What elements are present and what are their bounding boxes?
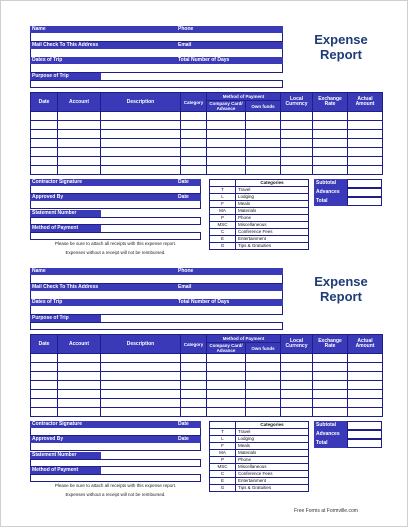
- expense-cell[interactable]: [181, 157, 207, 166]
- expense-cell[interactable]: [58, 157, 101, 166]
- category-name: Meals: [236, 201, 309, 208]
- name-label: Name: [30, 26, 176, 33]
- expense-cell[interactable]: [313, 166, 348, 175]
- category-row: [210, 436, 309, 443]
- category-name: Materials: [236, 450, 309, 457]
- categories-header: Categories: [236, 180, 309, 187]
- approved-date-label: Date: [176, 194, 201, 201]
- expense-cell[interactable]: [58, 354, 101, 363]
- expense-cell[interactable]: [207, 354, 246, 363]
- expense-cell[interactable]: [31, 139, 58, 148]
- expense-cell[interactable]: [207, 157, 246, 166]
- expense-cell[interactable]: [181, 166, 207, 175]
- total-days-label: Total Number of Days: [176, 57, 283, 64]
- expense-cell[interactable]: [181, 354, 207, 363]
- expense-cell[interactable]: [31, 408, 58, 417]
- advances-value-input[interactable]: [347, 430, 382, 439]
- expense-cell[interactable]: [246, 112, 281, 121]
- expense-cell[interactable]: [31, 112, 58, 121]
- category-code: G: [210, 485, 236, 492]
- col-account-header: Account: [58, 93, 101, 112]
- expense-cell[interactable]: [58, 363, 101, 372]
- expense-cell[interactable]: [58, 390, 101, 399]
- expense-row: [31, 166, 383, 175]
- subtotal-value-input[interactable]: [347, 179, 382, 188]
- expense-cell[interactable]: [348, 372, 383, 381]
- contractor-signature-label: Contractor Signature: [30, 179, 176, 186]
- categories-table: [209, 179, 309, 250]
- expense-cell[interactable]: [313, 121, 348, 130]
- category-code: T: [210, 187, 236, 194]
- dates-of-trip-label: Dates of Trip: [30, 57, 176, 64]
- col-local-currency-header: Local Currency: [281, 335, 313, 354]
- purpose-input[interactable]: [30, 80, 283, 88]
- expense-cell[interactable]: [348, 363, 383, 372]
- expense-cell[interactable]: [281, 381, 313, 390]
- expense-cell[interactable]: [207, 139, 246, 148]
- expense-table: [30, 92, 383, 175]
- category-row: [210, 215, 309, 222]
- expense-cell[interactable]: [348, 390, 383, 399]
- category-name: Tips & Gratuities: [236, 243, 309, 250]
- expense-row: [31, 139, 383, 148]
- expense-cell[interactable]: [207, 399, 246, 408]
- method-of-payment-label: Method of Payment: [30, 225, 101, 232]
- expense-cell[interactable]: [348, 354, 383, 363]
- expense-cell[interactable]: [246, 390, 281, 399]
- dates-of-trip-label: Dates of Trip: [30, 299, 176, 306]
- category-name: Phone: [236, 457, 309, 464]
- expense-cell[interactable]: [348, 121, 383, 130]
- statement-number-label: Statement Number: [30, 452, 101, 459]
- expense-cell[interactable]: [246, 121, 281, 130]
- expense-cell[interactable]: [31, 399, 58, 408]
- category-name: Meals: [236, 443, 309, 450]
- category-row: [210, 187, 309, 194]
- expense-cell[interactable]: [181, 390, 207, 399]
- categories-table: [209, 421, 309, 492]
- category-name: Conference Fees: [236, 229, 309, 236]
- expense-row: [31, 399, 383, 408]
- category-row: [210, 478, 309, 485]
- col-date-header: Date: [31, 335, 58, 354]
- col-actual-amount-header: Actual Amount: [348, 93, 383, 112]
- expense-cell[interactable]: [181, 363, 207, 372]
- category-code: C: [210, 471, 236, 478]
- col-own-funds-header: Own funds: [246, 101, 281, 112]
- expense-cell[interactable]: [281, 390, 313, 399]
- expense-cell[interactable]: [101, 148, 181, 157]
- receipt-note-line2: Expenses without a receipt will not be reimbursed.: [65, 250, 166, 255]
- expense-row: [31, 148, 383, 157]
- expense-cell[interactable]: [207, 408, 246, 417]
- expense-cell[interactable]: [207, 166, 246, 175]
- expense-cell[interactable]: [313, 372, 348, 381]
- name-label: Name: [30, 268, 176, 275]
- expense-cell[interactable]: [207, 363, 246, 372]
- category-code: E: [210, 478, 236, 485]
- expense-cell[interactable]: [313, 130, 348, 139]
- expense-cell[interactable]: [281, 408, 313, 417]
- expense-cell[interactable]: [246, 354, 281, 363]
- expense-row: [31, 408, 383, 417]
- col-exchange-rate-header: Exchange Rate: [313, 93, 348, 112]
- col-company-card-header: Company Card/ Advance: [207, 101, 246, 112]
- category-name: Miscellaneous: [236, 464, 309, 471]
- expense-cell[interactable]: [281, 148, 313, 157]
- expense-cell[interactable]: [281, 363, 313, 372]
- col-own-funds-header: Own funds: [246, 343, 281, 354]
- name-phone-input[interactable]: [30, 275, 283, 284]
- expense-cell[interactable]: [348, 130, 383, 139]
- col-date-header: Date: [31, 93, 58, 112]
- expense-cell[interactable]: [58, 372, 101, 381]
- category-code: G: [210, 243, 236, 250]
- category-row: [210, 194, 309, 201]
- advances-value-input[interactable]: [347, 188, 382, 197]
- category-name: Tips & Gratuities: [236, 485, 309, 492]
- col-description-header: Description: [101, 335, 181, 354]
- expense-cell[interactable]: [313, 354, 348, 363]
- category-code: E: [210, 236, 236, 243]
- category-row: [210, 485, 309, 492]
- expense-row: [31, 112, 383, 121]
- expense-cell[interactable]: [246, 130, 281, 139]
- expense-cell[interactable]: [348, 139, 383, 148]
- expense-cell[interactable]: [207, 372, 246, 381]
- expense-row: [31, 372, 383, 381]
- col-company-card-header: Company Card/ Advance: [207, 343, 246, 354]
- dates-days-input[interactable]: [30, 306, 283, 315]
- report-title-line2: Report: [320, 289, 362, 304]
- advances-label: Advances: [314, 430, 347, 439]
- expense-table: [30, 334, 383, 417]
- expense-cell[interactable]: [31, 130, 58, 139]
- expense-cell[interactable]: [348, 166, 383, 175]
- email-label: Email: [176, 284, 283, 291]
- category-code: P: [210, 457, 236, 464]
- col-category-header: Category: [181, 93, 207, 112]
- statement-number-input[interactable]: [30, 459, 201, 467]
- expense-cell[interactable]: [281, 121, 313, 130]
- expense-cell[interactable]: [181, 121, 207, 130]
- dates-days-input[interactable]: [30, 64, 283, 73]
- footer-credit: Free Forms at Formville.com: [294, 508, 358, 514]
- purpose-label: Purpose of Trip: [30, 315, 101, 322]
- expense-cell[interactable]: [31, 381, 58, 390]
- category-row: [210, 471, 309, 478]
- report-title-line1: Expense: [314, 32, 368, 47]
- category-name: Miscellaneous: [236, 222, 309, 229]
- expense-cell[interactable]: [58, 408, 101, 417]
- category-row: [210, 229, 309, 236]
- expense-cell[interactable]: [181, 399, 207, 408]
- expense-cell[interactable]: [313, 408, 348, 417]
- expense-cell[interactable]: [101, 354, 181, 363]
- expense-cell[interactable]: [281, 399, 313, 408]
- phone-label: Phone: [176, 268, 283, 275]
- categories-header: Categories: [236, 422, 309, 429]
- expense-cell[interactable]: [31, 372, 58, 381]
- category-row: [210, 208, 309, 215]
- expense-cell[interactable]: [181, 139, 207, 148]
- col-description-header: Description: [101, 93, 181, 112]
- expense-cell[interactable]: [207, 121, 246, 130]
- receipt-note-line2: Expenses without a receipt will not be reimbursed.: [65, 492, 166, 497]
- expense-cell[interactable]: [31, 157, 58, 166]
- category-name: Entertainment: [236, 236, 309, 243]
- expense-cell[interactable]: [207, 381, 246, 390]
- subtotal-value-input[interactable]: [347, 421, 382, 430]
- expense-cell[interactable]: [58, 130, 101, 139]
- expense-cell[interactable]: [281, 157, 313, 166]
- category-code: MA: [210, 450, 236, 457]
- advances-label: Advances: [314, 188, 347, 197]
- expense-cell[interactable]: [246, 166, 281, 175]
- category-row: [210, 464, 309, 471]
- category-name: Materials: [236, 208, 309, 215]
- subtotal-label: Subtotal: [314, 179, 347, 188]
- expense-cell[interactable]: [31, 354, 58, 363]
- total-label: Total: [314, 439, 347, 448]
- purpose-input[interactable]: [30, 322, 283, 330]
- col-actual-amount-header: Actual Amount: [348, 335, 383, 354]
- expense-cell[interactable]: [281, 130, 313, 139]
- expense-row: [31, 121, 383, 130]
- expense-cell[interactable]: [31, 166, 58, 175]
- categories-code-header: [210, 422, 236, 429]
- category-code: C: [210, 229, 236, 236]
- total-value-input[interactable]: [347, 439, 382, 448]
- contractor-signature-input[interactable]: [30, 186, 201, 194]
- col-method-header: Method of Payment: [207, 93, 281, 101]
- statement-number-input[interactable]: [30, 217, 201, 225]
- approved-by-input[interactable]: [30, 201, 201, 209]
- expense-cell[interactable]: [207, 130, 246, 139]
- expense-cell[interactable]: [31, 390, 58, 399]
- method-of-payment-input[interactable]: [30, 232, 201, 240]
- approved-date-label: Date: [176, 436, 201, 443]
- expense-cell[interactable]: [58, 121, 101, 130]
- category-row: [210, 450, 309, 457]
- col-category-header: Category: [181, 335, 207, 354]
- receipt-note-line1: Please be sure to attach all receipts with this expense report.: [54, 241, 177, 246]
- expense-cell[interactable]: [31, 121, 58, 130]
- expense-row: [31, 390, 383, 399]
- signature-date-label: Date: [176, 421, 201, 428]
- expense-cell[interactable]: [246, 381, 281, 390]
- col-method-header: Method of Payment: [207, 335, 281, 343]
- expense-cell[interactable]: [313, 139, 348, 148]
- total-value-input[interactable]: [347, 197, 382, 206]
- expense-cell[interactable]: [348, 112, 383, 121]
- approved-by-input[interactable]: [30, 443, 201, 451]
- expense-cell[interactable]: [281, 166, 313, 175]
- subtotal-label: Subtotal: [314, 421, 347, 430]
- expense-row: [31, 381, 383, 390]
- approved-by-label: Approved By: [30, 194, 176, 201]
- expense-cell[interactable]: [181, 148, 207, 157]
- report-title-line1: Expense: [314, 274, 368, 289]
- category-row: [210, 429, 309, 436]
- expense-cell[interactable]: [281, 139, 313, 148]
- expense-cell[interactable]: [207, 112, 246, 121]
- total-days-label: Total Number of Days: [176, 299, 283, 306]
- expense-cell[interactable]: [348, 148, 383, 157]
- expense-cell[interactable]: [58, 399, 101, 408]
- category-code: F: [210, 443, 236, 450]
- approved-by-label: Approved By: [30, 436, 176, 443]
- category-row: [210, 222, 309, 229]
- expense-cell[interactable]: [246, 363, 281, 372]
- category-code: MA: [210, 208, 236, 215]
- contractor-signature-label: Contractor Signature: [30, 421, 176, 428]
- expense-cell[interactable]: [313, 390, 348, 399]
- expense-cell[interactable]: [101, 363, 181, 372]
- report-title-line2: Report: [320, 47, 362, 62]
- email-label: Email: [176, 42, 283, 49]
- expense-cell[interactable]: [101, 399, 181, 408]
- expense-cell[interactable]: [246, 408, 281, 417]
- expense-cell[interactable]: [246, 399, 281, 408]
- category-row: [210, 201, 309, 208]
- category-row: [210, 457, 309, 464]
- category-code: P: [210, 215, 236, 222]
- expense-row: [31, 130, 383, 139]
- expense-cell[interactable]: [101, 121, 181, 130]
- expense-cell[interactable]: [207, 148, 246, 157]
- expense-cell[interactable]: [101, 139, 181, 148]
- category-code: T: [210, 429, 236, 436]
- category-name: Entertainment: [236, 478, 309, 485]
- expense-cell[interactable]: [58, 166, 101, 175]
- mail-check-label: Mail Check To This Address: [30, 42, 176, 49]
- col-account-header: Account: [58, 335, 101, 354]
- statement-number-label: Statement Number: [30, 210, 101, 217]
- expense-cell[interactable]: [348, 157, 383, 166]
- expense-cell[interactable]: [281, 354, 313, 363]
- expense-cell[interactable]: [101, 381, 181, 390]
- method-of-payment-label: Method of Payment: [30, 467, 101, 474]
- expense-cell[interactable]: [246, 372, 281, 381]
- category-row: [210, 443, 309, 450]
- expense-cell[interactable]: [348, 408, 383, 417]
- expense-cell[interactable]: [281, 112, 313, 121]
- expense-cell[interactable]: [313, 148, 348, 157]
- category-code: L: [210, 194, 236, 201]
- receipt-note-line1: Please be sure to attach all receipts with this expense report.: [54, 483, 177, 488]
- category-code: L: [210, 436, 236, 443]
- category-name: Lodging: [236, 436, 309, 443]
- expense-cell[interactable]: [313, 363, 348, 372]
- category-row: [210, 243, 309, 250]
- expense-cell[interactable]: [181, 112, 207, 121]
- method-of-payment-input[interactable]: [30, 474, 201, 482]
- col-local-currency-header: Local Currency: [281, 93, 313, 112]
- expense-cell[interactable]: [58, 148, 101, 157]
- expense-row: [31, 363, 383, 372]
- category-code: MSC: [210, 464, 236, 471]
- expense-cell[interactable]: [101, 157, 181, 166]
- expense-cell[interactable]: [31, 363, 58, 372]
- category-row: [210, 236, 309, 243]
- col-exchange-rate-header: Exchange Rate: [313, 335, 348, 354]
- signature-date-label: Date: [176, 179, 201, 186]
- expense-cell[interactable]: [246, 157, 281, 166]
- expense-cell[interactable]: [313, 112, 348, 121]
- contractor-signature-input[interactable]: [30, 428, 201, 436]
- total-label: Total: [314, 197, 347, 206]
- name-phone-input[interactable]: [30, 33, 283, 42]
- expense-cell[interactable]: [101, 390, 181, 399]
- category-name: Phone: [236, 215, 309, 222]
- expense-cell[interactable]: [31, 148, 58, 157]
- expense-cell[interactable]: [101, 166, 181, 175]
- expense-row: [31, 157, 383, 166]
- expense-cell[interactable]: [181, 408, 207, 417]
- expense-cell[interactable]: [313, 157, 348, 166]
- expense-cell[interactable]: [101, 372, 181, 381]
- mail-check-label: Mail Check To This Address: [30, 284, 176, 291]
- expense-cell[interactable]: [101, 130, 181, 139]
- expense-cell[interactable]: [181, 372, 207, 381]
- purpose-label: Purpose of Trip: [30, 73, 101, 80]
- category-name: Travel: [236, 429, 309, 436]
- expense-cell[interactable]: [281, 372, 313, 381]
- expense-cell[interactable]: [348, 399, 383, 408]
- category-code: MSC: [210, 222, 236, 229]
- category-name: Travel: [236, 187, 309, 194]
- expense-cell[interactable]: [313, 381, 348, 390]
- category-name: Lodging: [236, 194, 309, 201]
- category-name: Conference Fees: [236, 471, 309, 478]
- expense-cell[interactable]: [101, 112, 181, 121]
- expense-cell[interactable]: [101, 408, 181, 417]
- phone-label: Phone: [176, 26, 283, 33]
- expense-cell[interactable]: [246, 148, 281, 157]
- category-code: F: [210, 201, 236, 208]
- expense-cell[interactable]: [348, 381, 383, 390]
- expense-cell[interactable]: [181, 381, 207, 390]
- expense-cell[interactable]: [58, 381, 101, 390]
- expense-cell[interactable]: [58, 112, 101, 121]
- expense-row: [31, 354, 383, 363]
- expense-cell[interactable]: [246, 139, 281, 148]
- expense-cell[interactable]: [58, 139, 101, 148]
- categories-code-header: [210, 180, 236, 187]
- expense-cell[interactable]: [207, 390, 246, 399]
- expense-cell[interactable]: [181, 130, 207, 139]
- expense-cell[interactable]: [313, 399, 348, 408]
